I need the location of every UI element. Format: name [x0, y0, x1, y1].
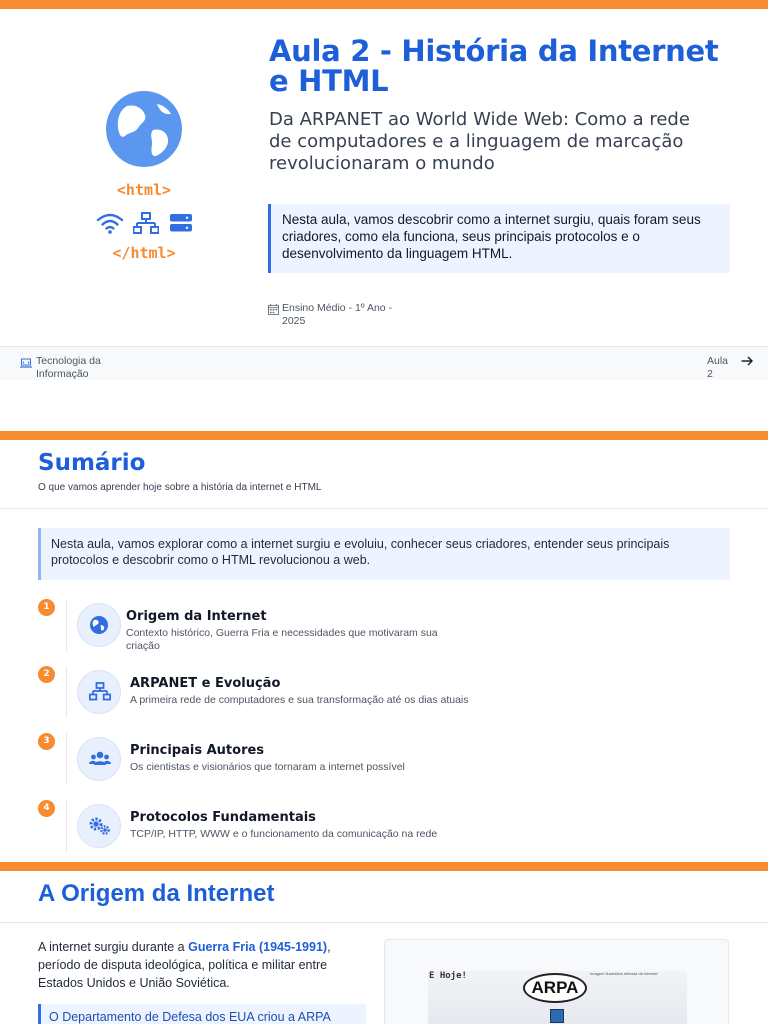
topic-number: 3 — [38, 733, 55, 750]
summary-subtitle: O que vamos aprender hoje sobre a história da internet e HTML — [38, 482, 322, 493]
course-meta-text: Ensino Médio - 1º Ano - 2025 — [282, 302, 393, 327]
topic-item — [38, 733, 488, 793]
topic-desc: TCP/IP, HTTP, WWW e o funcionamento da comunicação na rede — [130, 828, 438, 840]
globe-icon — [105, 90, 183, 168]
summary-callout: Nesta aula, vamos explorar como a internet surgiu e evoluiu, conhecer seus criadores, entender seus principais protocolos e descobrir como o HTML revolucionou a web. — [38, 528, 730, 580]
intro-callout: Nesta aula, vamos descobrir como a internet surgiu, quais foram seus criadores, como ela funciona, seus principais protocolos e o desenvolvimento da linguagem HTML. — [268, 204, 730, 273]
users-icon — [77, 737, 121, 781]
topic-desc: A primeira rede de computadores e sua transformação até os dias atuais — [130, 694, 469, 706]
origin-highlight: Guerra Fria (1945-1991) — [188, 940, 328, 954]
gears-icon — [77, 804, 121, 848]
slide-origin — [0, 862, 768, 1024]
origin-text-start: A internet surgiu durante a — [38, 940, 189, 954]
topic-desc: Os cientistas e visionários que tornaram a internet possível — [130, 761, 405, 773]
divider — [0, 922, 768, 923]
image-caption: Imagem Ilustrativa retirada da Internet — [590, 971, 658, 976]
server-icon — [169, 212, 193, 238]
topic-divider — [66, 800, 67, 852]
image-card — [384, 939, 729, 1024]
network-node-icon — [550, 1009, 564, 1023]
topic-divider — [66, 733, 67, 785]
topic-number: 4 — [38, 800, 55, 817]
topic-title: Principais Autores — [130, 743, 265, 758]
summary-title: Sumário — [38, 450, 146, 476]
topic-title: Protocolos Fundamentais — [130, 810, 316, 825]
origin-paragraph — [38, 938, 373, 992]
network-icon — [133, 212, 159, 240]
topic-title: ARPANET e Evolução — [130, 676, 281, 691]
slide-title — [0, 0, 768, 380]
topic-item — [38, 666, 488, 726]
page-subtitle: Da ARPANET ao World Wide Web: Como a rede de computadores e a linguagem de marcação revolucionaram o mundo — [269, 109, 690, 174]
origin-callout: O Departamento de Defesa dos EUA criou a ARPA — [38, 1004, 366, 1024]
arpa-illustration — [428, 971, 687, 1024]
top-accent-bar — [0, 431, 768, 440]
topic-number: 1 — [38, 599, 55, 616]
footer-next-link[interactable] — [707, 355, 753, 381]
course-meta — [268, 302, 418, 328]
slide-summary — [0, 431, 768, 862]
topic-number: 2 — [38, 666, 55, 683]
topic-divider — [66, 666, 67, 718]
top-accent-bar — [0, 862, 768, 871]
html-open-tag: <html> — [116, 181, 172, 199]
divider — [0, 508, 768, 509]
topic-desc: Contexto histórico, Guerra Fria e necessidades que motivaram sua criação — [126, 627, 438, 652]
footer-course — [20, 355, 116, 381]
origin-text-end: , período de disputa ideológica, política e militar entre Estados Unidos e União Soviética. — [38, 940, 331, 990]
arrow-right-icon — [741, 356, 753, 366]
tech-icons-row — [96, 212, 196, 236]
image-hoje-text: É Hoje! — [429, 971, 467, 981]
topic-divider — [66, 599, 67, 651]
arpa-logo: ARPA — [523, 973, 587, 1003]
html-close-tag: </html> — [112, 244, 176, 262]
footer-lesson-label: Aula 2 — [707, 355, 729, 380]
topic-item — [38, 800, 488, 860]
calendar-icon — [268, 304, 279, 315]
topic-title: Origem da Internet — [126, 609, 267, 624]
origin-title: A Origem da Internet — [38, 880, 275, 907]
network-icon — [77, 670, 121, 714]
page-title: Aula 2 - História da Internet e HTML — [269, 34, 719, 98]
footer-course-label: Tecnologia da Informação — [36, 355, 101, 380]
wifi-icon — [96, 212, 124, 238]
laptop-icon — [20, 357, 32, 369]
globe-icon — [77, 603, 121, 647]
topic-item — [38, 599, 488, 659]
slide-footer — [0, 346, 768, 380]
top-accent-bar — [0, 0, 768, 9]
